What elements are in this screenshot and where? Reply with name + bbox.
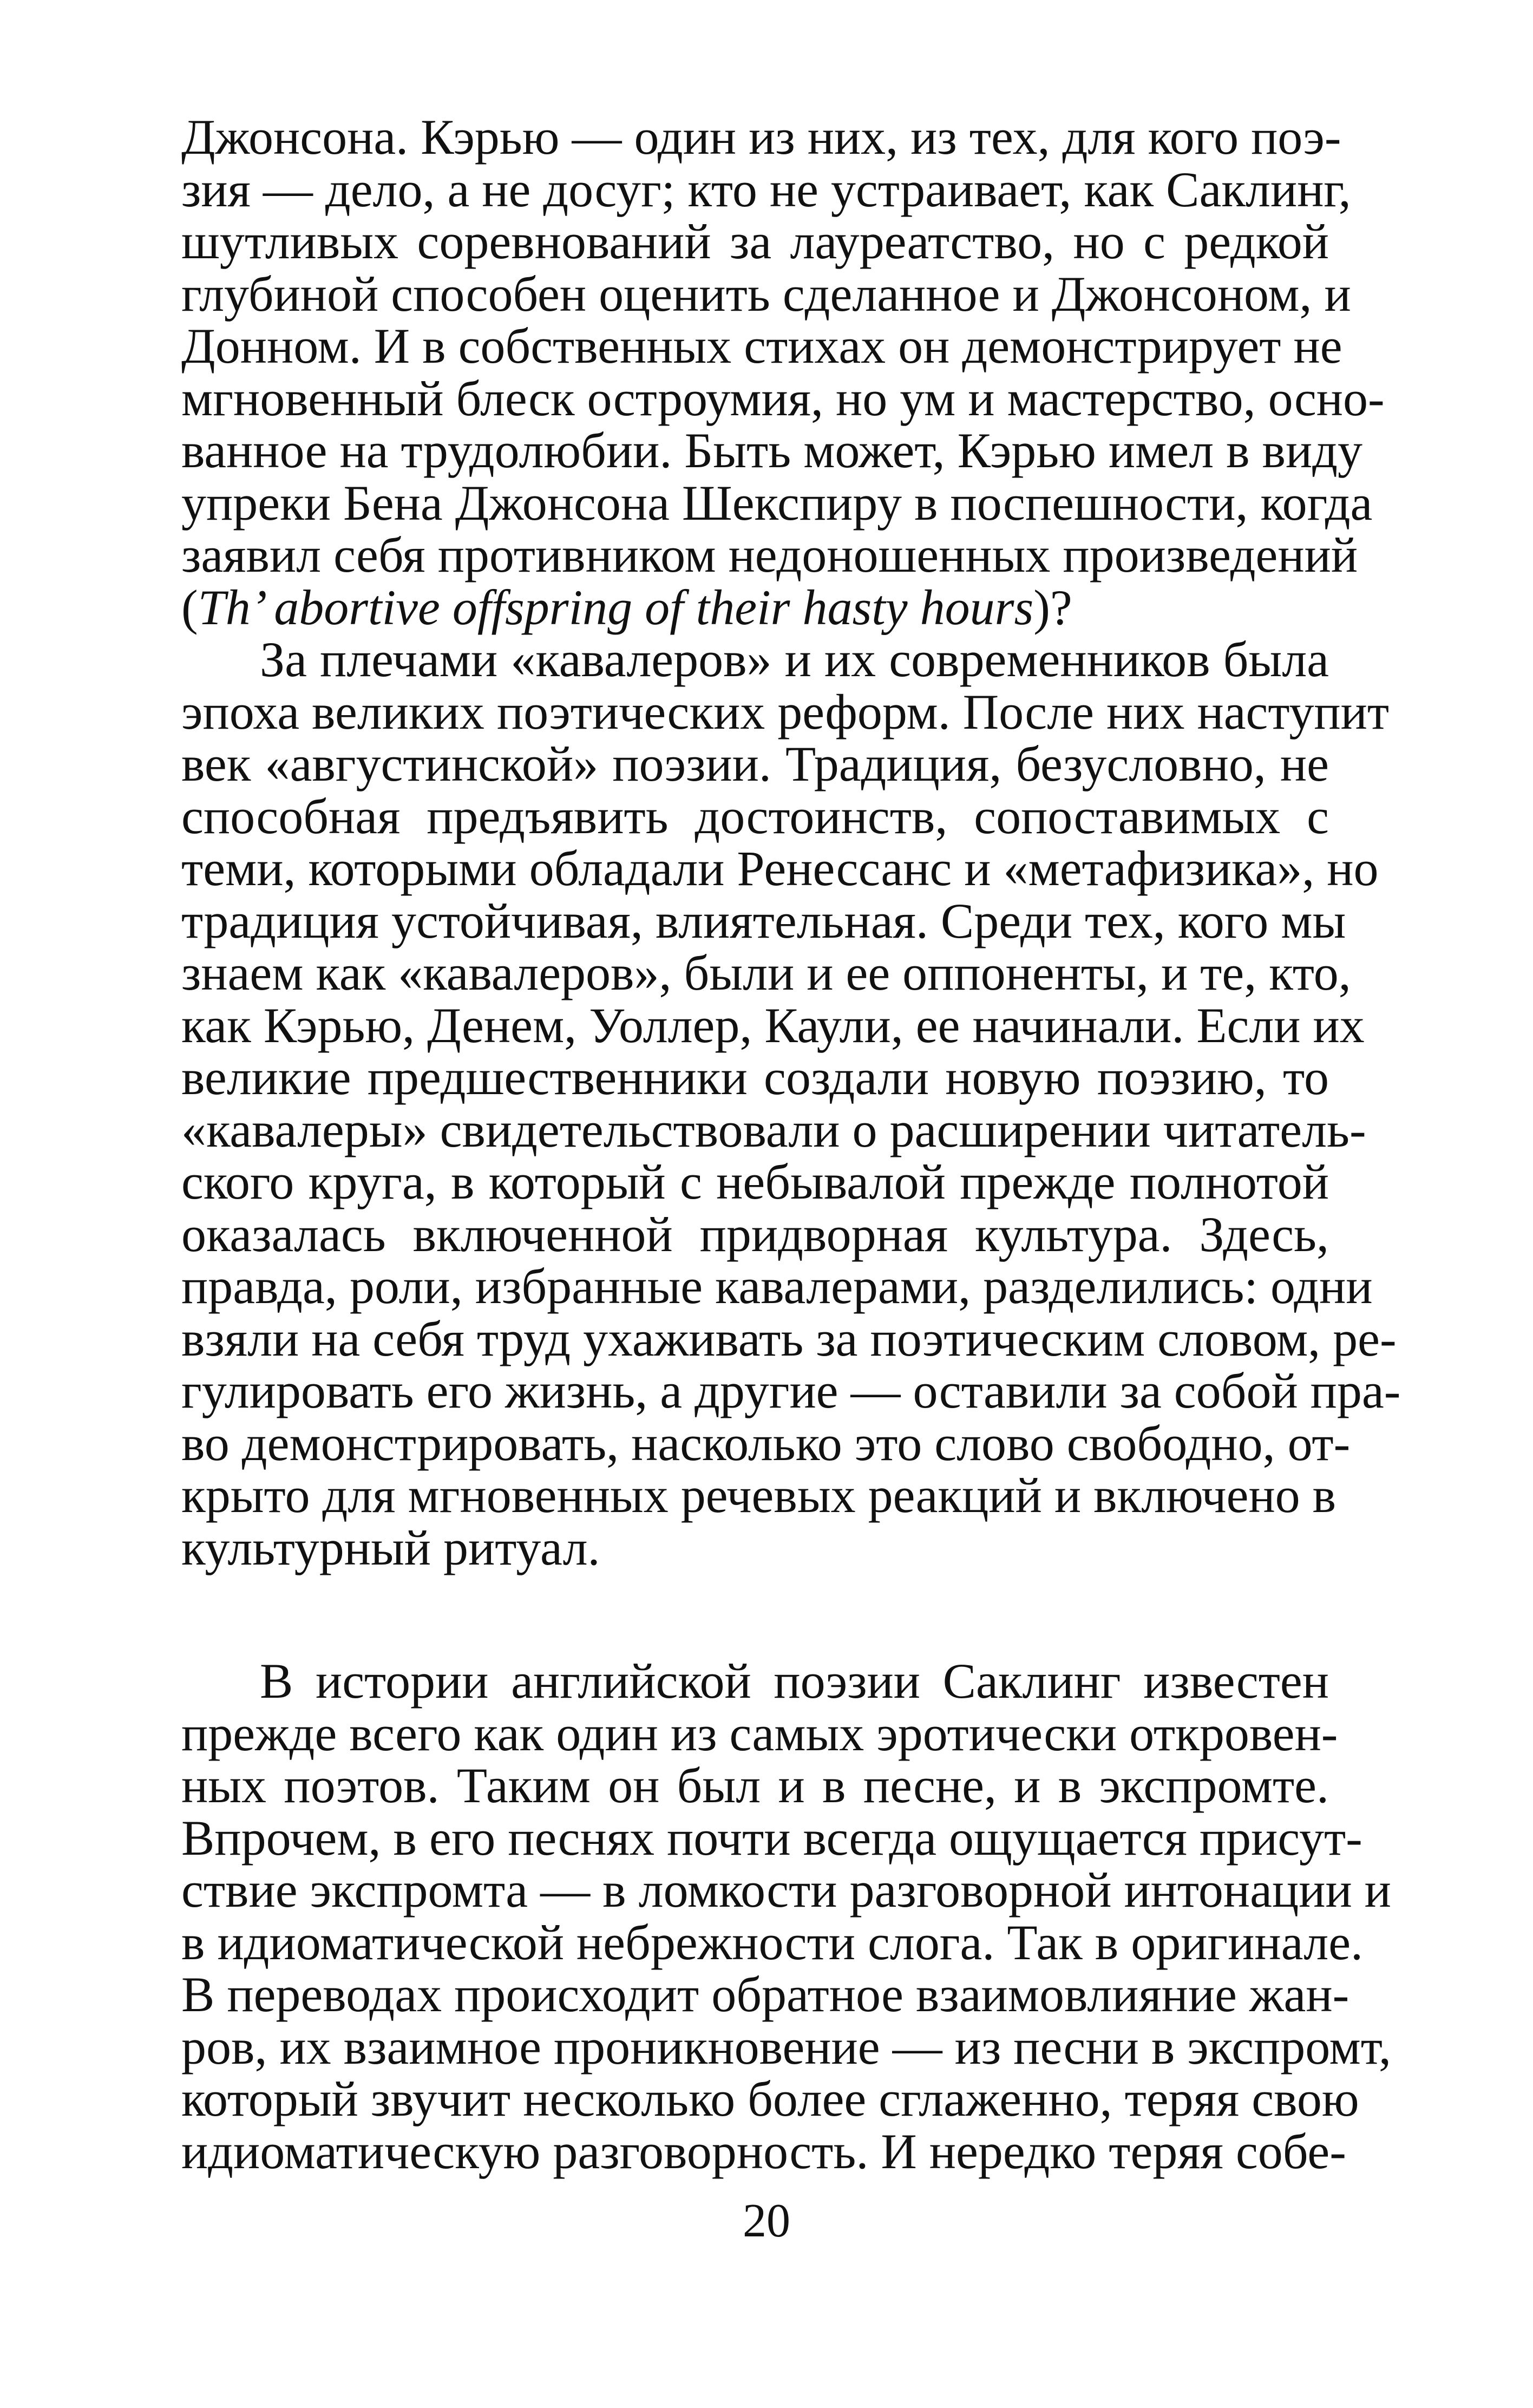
text-line: в идиоматической небрежности слога. Так в оригинале. [181,1914,1364,1970]
text-line: эпоха великих поэтических реформ. После них наступит [181,684,1390,740]
text-line: В истории английской поэзии Саклинг известен [260,1653,1329,1709]
text-line: как Кэрью, Денем, Уоллер, Каули, ее начинали. Если их [181,997,1365,1053]
italic-quote: Th’ abortive offspring of their hasty hours [198,579,1034,635]
text-line: зия — дело, а не досуг; кто не устраивает, как Саклинг, [181,161,1351,217]
text-line: во демонстрировать, насколько это слово свободно, от- [181,1415,1351,1471]
text-line: культурный ритуал. [181,1520,600,1575]
text-line: шутливых соревнований за лауреатство, но с редкой [181,214,1329,269]
page-number: 20 [743,2195,790,2247]
section-break [181,1574,1329,1655]
text-line: «кавалеры» свидетельствовали о расширении читатель- [181,1102,1366,1157]
text-line: В переводах происходит обратное взаимовлияние жан- [181,1967,1349,2022]
text-line: Донном. И в собственных стихах он демонстрирует не [181,318,1342,374]
text-line: Джонсона. Кэрью — один из них, из тех, для кого поэ- [181,109,1341,165]
text-line: знаем как «кавалеров», были и ее оппоненты, и те, кто, [181,945,1351,1000]
quote-open-paren: ( [181,579,198,635]
page-body [181,109,1401,2179]
text-line: ванное на трудолюбии. Быть может, Кэрью имел в виду [181,423,1363,478]
text-line: идиоматическую разговорность. И нередко теряя собе- [181,2123,1346,2179]
text-line: век «августинской» поэзии. Традиция, безусловно, не [181,736,1329,791]
text-line: правда, роли, избранные кавалерами, разделились: одни [181,1259,1373,1314]
paragraph-1 [181,109,1385,635]
text-line: который звучит несколько более сглаженно, теряя свою [181,2071,1359,2126]
text-line: упреки Бена Джонсона Шекспиру в поспешности, когда [181,475,1373,531]
text-line: мгновенный блеск остроумия, но ум и мастерство, осно- [181,370,1385,426]
text-line: ского круга, в который с небывалой прежде полнотой [181,1154,1329,1209]
text-line: За плечами «кавалеров» и их современников была [260,632,1329,687]
text-line: крыто для мгновенных речевых реакций и включено в [181,1468,1337,1523]
text-line: теми, которыми обладали Ренессанс и «метафизика», но [181,841,1379,896]
text-line: оказалась включенной придворная культура. Здесь, [181,1206,1329,1262]
text-line: ствие экспромта — в ломкости разговорной интонации и [181,1862,1391,1918]
text-line: прежде всего как один из самых эротически откровен- [181,1705,1338,1761]
text-line: глубиной способен оценить сделанное и Джонсоном, и [181,266,1351,322]
text-line: взяли на себя труд ухаживать за поэтическим словом, ре- [181,1311,1397,1366]
text-line: Впрочем, в его песнях почти всегда ощущается присут- [181,1810,1362,1866]
text-line: ных поэтов. Таким он был и в песне, и в экспромте. [181,1758,1329,1813]
text-line: великие предшественники создали новую поэзию, то [181,1050,1329,1105]
text-line: способная предъявить достоинств, сопоставимых с [181,788,1329,844]
quote-close-paren: )? [1033,579,1072,635]
text-line-quote [181,581,1329,634]
text-line: гулировать его жизнь, а другие — оставили за собой пра- [181,1363,1401,1418]
text-line: заявил себя противником недоношенных произведений [181,527,1358,583]
text-line: традиция устойчивая, влиятельная. Среди тех, кого мы [181,893,1346,948]
paragraph-2 [181,632,1401,1575]
paragraph-3 [181,1653,1391,2179]
text-line: ров, их взаимное проникновение — из песни в экспромт, [181,2019,1391,2075]
